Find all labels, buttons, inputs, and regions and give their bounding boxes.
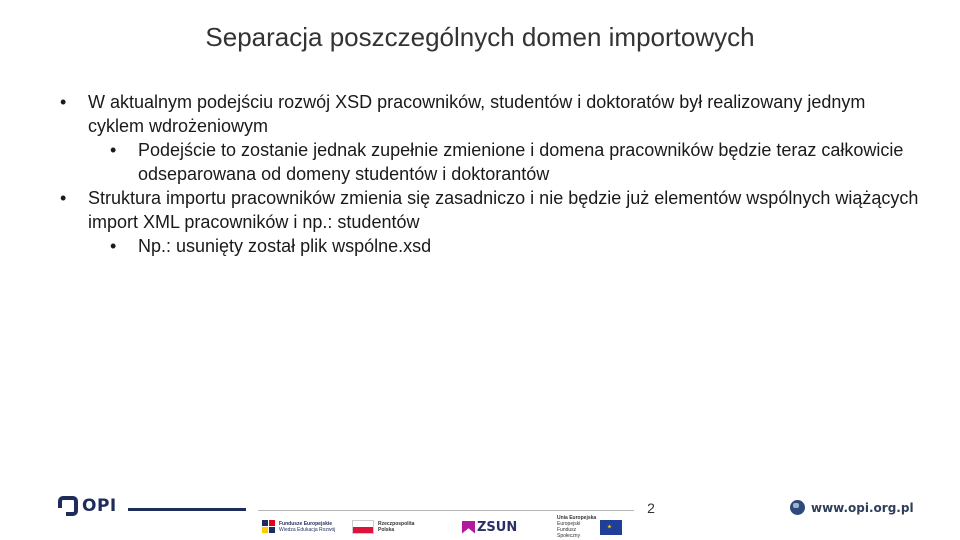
eu-funds-text: Fundusze Europejskie — [279, 521, 333, 527]
polish-flag-icon — [352, 520, 374, 534]
website-url[interactable]: www.opi.org.pl — [811, 500, 914, 515]
zsun-logo — [462, 515, 517, 539]
eu-logo-text: Unia Europejska — [557, 515, 597, 521]
bullet-text: Np.: usunięty został plik wspólne.xsd — [138, 236, 432, 256]
list-item — [110, 138, 920, 186]
zsun-icon — [462, 521, 475, 534]
zsun-logo-text: ZSUN — [477, 519, 518, 535]
bullet-list — [60, 90, 920, 258]
footer-accent-rule — [128, 508, 246, 511]
slide-title: Separacja poszczególnych domen importowych — [205, 22, 755, 52]
eu-logo — [557, 515, 622, 539]
eu-funds-logo — [262, 515, 335, 539]
footer-divider — [258, 510, 634, 511]
bullet-marker: • — [110, 236, 117, 256]
bullet-marker: • — [110, 140, 117, 160]
page-number: 2 — [647, 500, 655, 516]
website-link[interactable] — [790, 500, 914, 515]
bullet-text: Struktura importu pracowników zmienia się zasadniczo i nie będzie już elementów wspólnych wiążących import XML pracowników i np.: studentów — [88, 188, 919, 232]
globe-icon — [790, 500, 805, 515]
eu-funds-subtext: Wiedza Edukacja Rozwój — [279, 527, 336, 533]
bullet-text: Podejście to zostanie jednak zupełnie zmienione i domena pracowników będzie teraz całkowicie odseparowana od domeny studentów i doktorantów — [138, 140, 904, 184]
bullet-marker: • — [60, 92, 67, 112]
polish-republic-text: Rzeczpospolita Polska — [378, 521, 415, 533]
bullet-text: W aktualnym podejściu rozwój XSD pracowników, studentów i doktoratów był realizowany jednym cyklem wdrożeniowym — [88, 92, 866, 136]
list-item — [110, 234, 920, 258]
polish-republic-logo — [352, 515, 418, 539]
eu-logo-subtext: Europejski Fundusz Społeczny — [557, 521, 581, 539]
list-item — [60, 90, 920, 138]
opi-logo-icon — [58, 496, 78, 516]
list-item — [60, 186, 920, 234]
eu-flag-icon — [600, 520, 622, 535]
opi-logo — [58, 496, 117, 516]
bullet-marker: • — [60, 188, 67, 208]
opi-logo-text: OPI — [82, 496, 117, 516]
eu-funds-icon — [262, 520, 276, 534]
